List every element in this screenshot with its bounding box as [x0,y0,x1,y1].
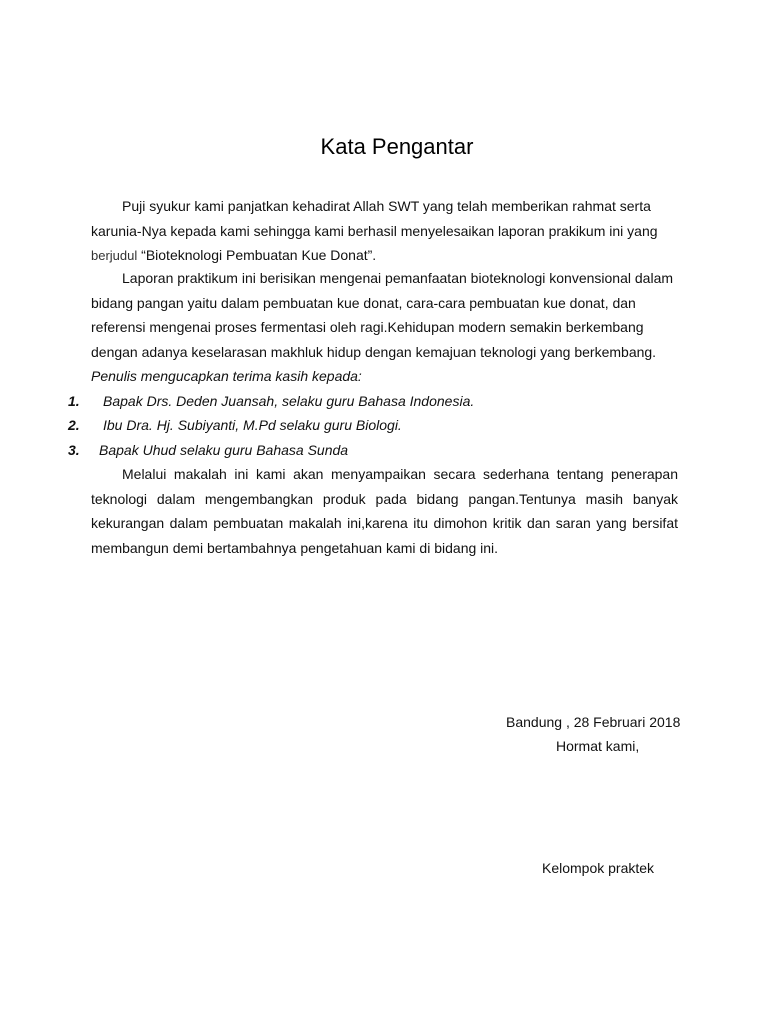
signature-name: Kelompok praktek [542,860,655,876]
thanks-intro: Penulis mengucapkan terima kasih kepada: [91,368,362,384]
thanks-list-item [68,415,402,435]
thanks-list-item [68,440,348,460]
paragraph-opening-small-word: berjudul [91,248,138,263]
list-text: Ibu Dra. Hj. Subiyanti, M.Pd selaku guru Biologi. [103,417,402,433]
signature-place-date: Bandung , 28 Februari 2018 [506,714,681,730]
paragraph-closing: Melalui makalah ini kami akan menyampaikan secara sederhana tentang penerapan teknologi dalam mengembangkan produk pada bidang pangan.Tentunya masih banyak kekurangan dalam pembuatan makalah ini,karena itu dimohon kritik dan saran yang bersifat membangun demi bertambahnya pengetahuan kami di bidang ini. [91,466,678,556]
list-number: 1. [68,393,80,409]
paragraph-opening [91,194,678,269]
list-number: 3. [68,442,80,458]
paragraph-content: Laporan praktikum ini berisikan mengenai pemanfaatan bioteknologi konvensional dalam bidang pangan yaitu dalam pembuatan kue donat, cara-cara pembuatan kue donat, dan referensi mengenai proses fermentasi oleh ragi.Kehidupan modern semakin berkembang dengan adanya keselarasan makhluk hidup dengan kemajuan teknologi yang berkembang. [91,270,674,360]
signature-regards: Hormat kami, [556,738,640,754]
list-number: 2. [68,417,80,433]
paragraph-opening-tail: “Bioteknologi Pembuatan Kue Donat”. [137,247,377,263]
list-text: Bapak Drs. Deden Juansah, selaku guru Bahasa Indonesia. [103,393,475,409]
thanks-list-item [68,391,474,411]
list-text: Bapak Uhud selaku guru Bahasa Sunda [99,442,349,458]
page-title: Kata Pengantar [320,134,474,159]
paragraph-opening-text: Puji syukur kami panjatkan kehadirat Allah SWT yang telah memberikan rahmat serta karunia-Nya kepada kami sehingga kami berhasil menyelesaikan laporan prakikum ini yang [91,198,658,239]
